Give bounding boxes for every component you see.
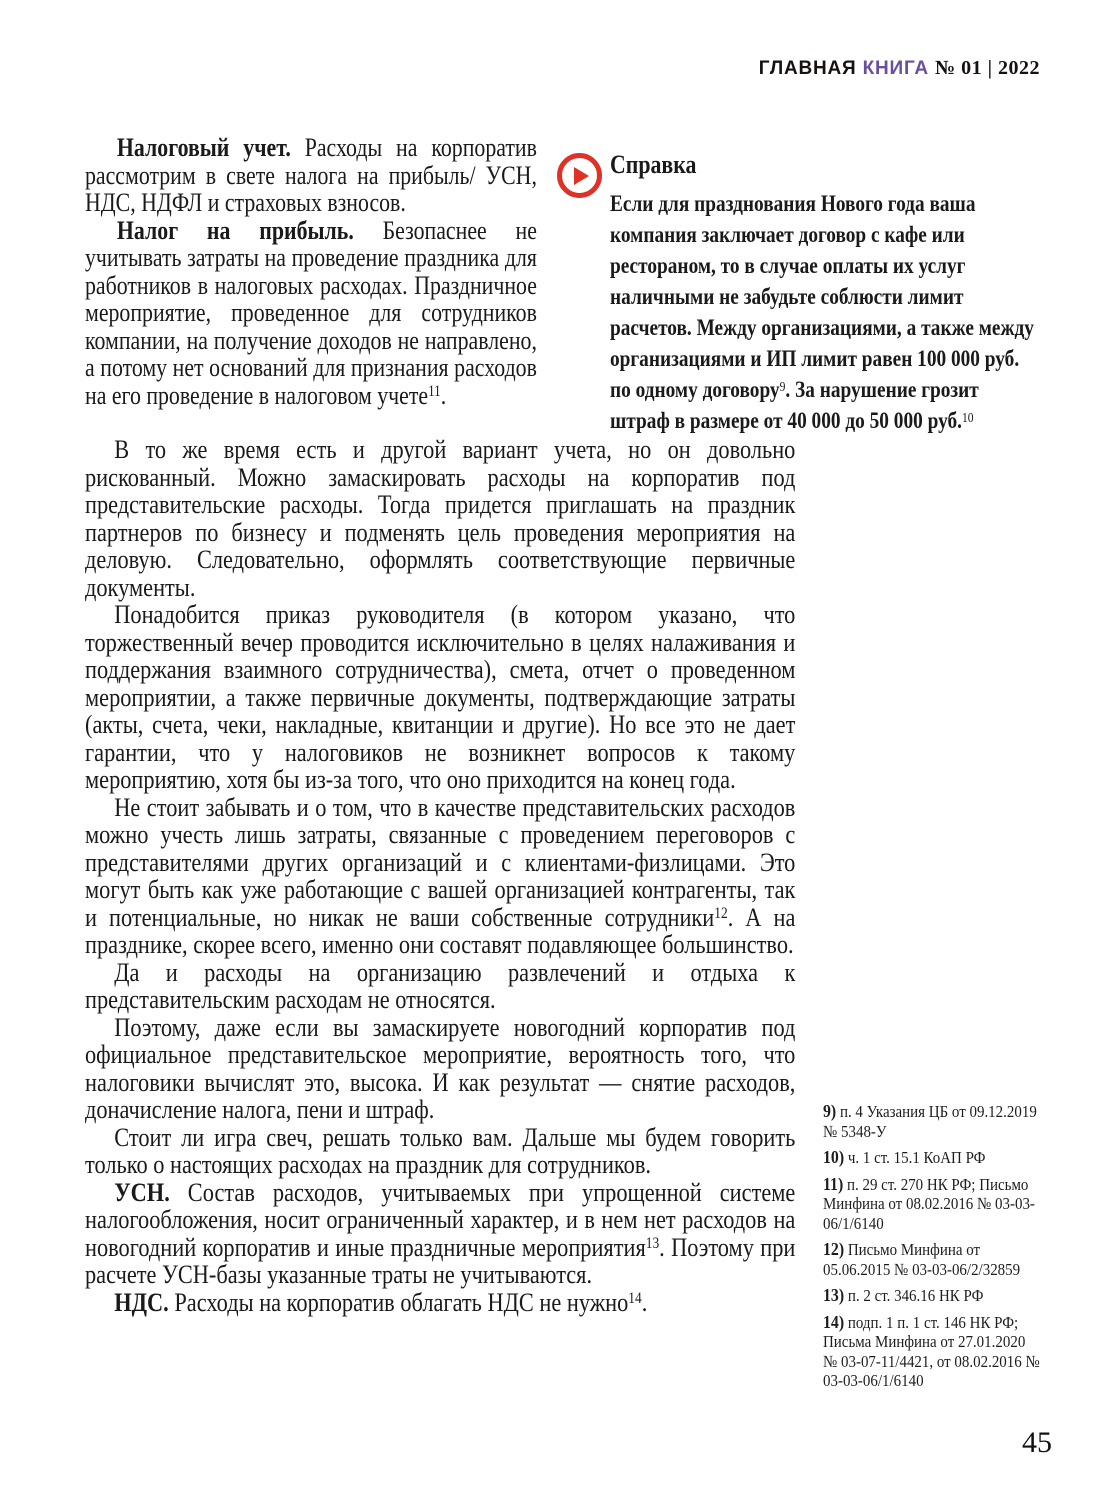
bold-lead-in: УСН. — [114, 1177, 170, 1207]
text-run: Не стоит забывать и о том, что в качестве представительских расходов можно учесть лишь затраты, связанные с проведением переговоров с представителями других организаций и с клиентами-физлицами. Это могут быть как уже работающие с вашей организацией контрагенты, так и потенциальные, но никак не ваши собственные сотрудники — [85, 792, 796, 932]
paragraph — [85, 1124, 795, 1179]
footnote-item — [823, 1286, 1043, 1306]
footnote-number: 14) — [823, 1311, 845, 1332]
footnote-reference: 9 — [779, 378, 786, 394]
footnote-item — [823, 1240, 1043, 1279]
text-run: Поэтому, даже если вы замаскируете новогодний корпоратив под официальное представительское мероприятие, вероятность того, что налоговики вычислят это, высока. И как результат — снятие расходов, доначисление налога, пени и штраф. — [85, 1012, 796, 1124]
footnote-number: 11) — [823, 1173, 844, 1194]
footnote-reference: 13 — [645, 1235, 660, 1253]
bold-lead-in: Налог на прибыль. — [116, 215, 354, 245]
bold-lead-in: НДС. — [114, 1287, 169, 1317]
spravka-callout — [557, 150, 1104, 436]
text-run: . — [440, 380, 447, 410]
article-body — [85, 436, 795, 1316]
brand-name-accent: КНИГА — [862, 58, 929, 79]
text-run: . Поэтому при расчете УСН-базы указанные траты не учитываются. — [85, 1232, 796, 1289]
text-run: В то же время есть и другой вариант учета, но он довольно рискованный. Можно замаскировать расходы на корпоратив под представительские расходы. Тогда придется приглашать на праздник партнеров по бизнесу и подменять цель проведения мероприятия на деловую. Следовательно, оформлять соответствующие первичные документы. — [85, 435, 796, 602]
magazine-header — [759, 57, 1040, 80]
intro-column — [85, 134, 537, 409]
paragraph — [85, 1179, 795, 1289]
text-run: Да и расходы на организацию развлечений и отдыха к представительским расходам не относятся. — [85, 957, 796, 1014]
text-run: Состав расходов, учитываемых при упрощенной системе налогообложения, носит ограниченный характер, и в нем нет расходов на новогодний корпоратив и иные праздничные мероприятия — [85, 1177, 796, 1262]
paragraph — [85, 1289, 795, 1317]
text-run: . — [641, 1287, 648, 1317]
footnote-reference: 11 — [428, 383, 441, 401]
issue-number: № 01 | 2022 — [934, 57, 1040, 79]
footnote-number: 10) — [823, 1147, 845, 1167]
footnote-number: 12) — [823, 1239, 845, 1259]
text-run: . А на празднике, скорее всего, именно они составят подавляющее большинство. — [85, 902, 796, 959]
footnote-reference: 10 — [961, 409, 974, 425]
text-run: Расходы на корпоратив облагать НДС не нужно — [168, 1287, 629, 1317]
footnote-reference: 14 — [628, 1290, 642, 1308]
brand-name-black: ГЛАВНАЯ — [758, 58, 857, 79]
paragraph — [85, 959, 795, 1014]
bold-lead-in: Налоговый учет. — [116, 133, 291, 162]
paragraph — [610, 188, 1040, 436]
footnotes-list — [823, 1102, 1043, 1398]
paragraph — [85, 601, 795, 794]
footnote-reference: 12 — [714, 905, 728, 923]
paragraph — [85, 1014, 795, 1124]
footnote-number: 9) — [823, 1101, 837, 1121]
footnote-number: 13) — [823, 1285, 845, 1305]
paragraph — [85, 134, 537, 217]
callout-text — [610, 150, 1040, 436]
footnote-text: Письмо Минфина от 05.06.2015 № 03-03-06/2/32859 — [823, 1240, 1021, 1279]
text-run: Если для празднования Нового года ваша компания заключает договор с кафе или рестораном, то в случае оплаты их услуг наличными не забудьте соблюсти лимит расчетов. Между организациями, а также между организациями и ИП лимит равен 100 000 руб. по одному договору — [610, 191, 1034, 402]
footnote-item — [823, 1148, 1043, 1168]
footnote-text: п. 2 ст. 346.16 НК РФ — [844, 1286, 984, 1305]
footnote-item — [823, 1175, 1043, 1234]
text-run: Понадобится приказ руководителя (в котором указано, что торжественный вечер проводится исключительно в целях налаживания и поддержания взаимного сотрудничества), смета, отчет о проведенном мероприятии, а также первичные документы, подтверждающие затраты (акты, счета, чеки, накладные, квитанции и другие). Но все это не дает гарантии, что у налоговиков не возникнет вопросов к такому мероприятию, хотя бы из-за того, что оно приходится на конец года. — [85, 600, 796, 794]
footnote-item — [823, 1313, 1043, 1391]
play-circle-icon — [557, 153, 602, 198]
callout-body — [610, 188, 1040, 436]
text-run: Безопаснее не учитывать затраты на проведение праздника для работников в налоговых расходах. Праздничное мероприятие, проведенное для сотрудников компании, на получение доходов не направлено, а потому нет оснований для признания расходов на его проведение в налоговом учете — [85, 215, 537, 410]
text-run: . За нарушение грозит штраф в размере от 40 000 до 50 000 руб. — [610, 377, 979, 433]
footnote-item — [823, 1102, 1043, 1141]
paragraph — [85, 436, 795, 601]
text-run: Стоит ли игра свеч, решать только вам. Дальше мы будем говорить только о настоящих расходах на праздник для сотрудников. — [85, 1122, 796, 1179]
play-triangle — [574, 167, 589, 185]
footnote-text: п. 29 ст. 270 НК РФ; Письмо Минфина от 08.02.2016 № 03-03-06/1/6140 — [823, 1174, 1035, 1233]
callout-title: Справка — [610, 150, 697, 179]
page-number: 45 — [1022, 1426, 1052, 1459]
paragraph — [85, 217, 537, 410]
paragraph — [85, 794, 795, 959]
text-run: Расходы на корпоратив рассмотрим в свете налога на прибыль/ УСН, НДС, НДФЛ и страховых взносов. — [85, 133, 537, 217]
footnote-text: ч. 1 ст. 15.1 КоАП РФ — [844, 1148, 986, 1167]
footnote-text: п. 4 Указания ЦБ от 09.12.2019 № 5348-У — [823, 1102, 1037, 1141]
footnote-text: подп. 1 п. 1 ст. 146 НК РФ; Письма Минфина от 27.01.2020 № 03-07-11/4421, от 08.02.2016 № 03-03-06/1/6140 — [823, 1312, 1040, 1390]
